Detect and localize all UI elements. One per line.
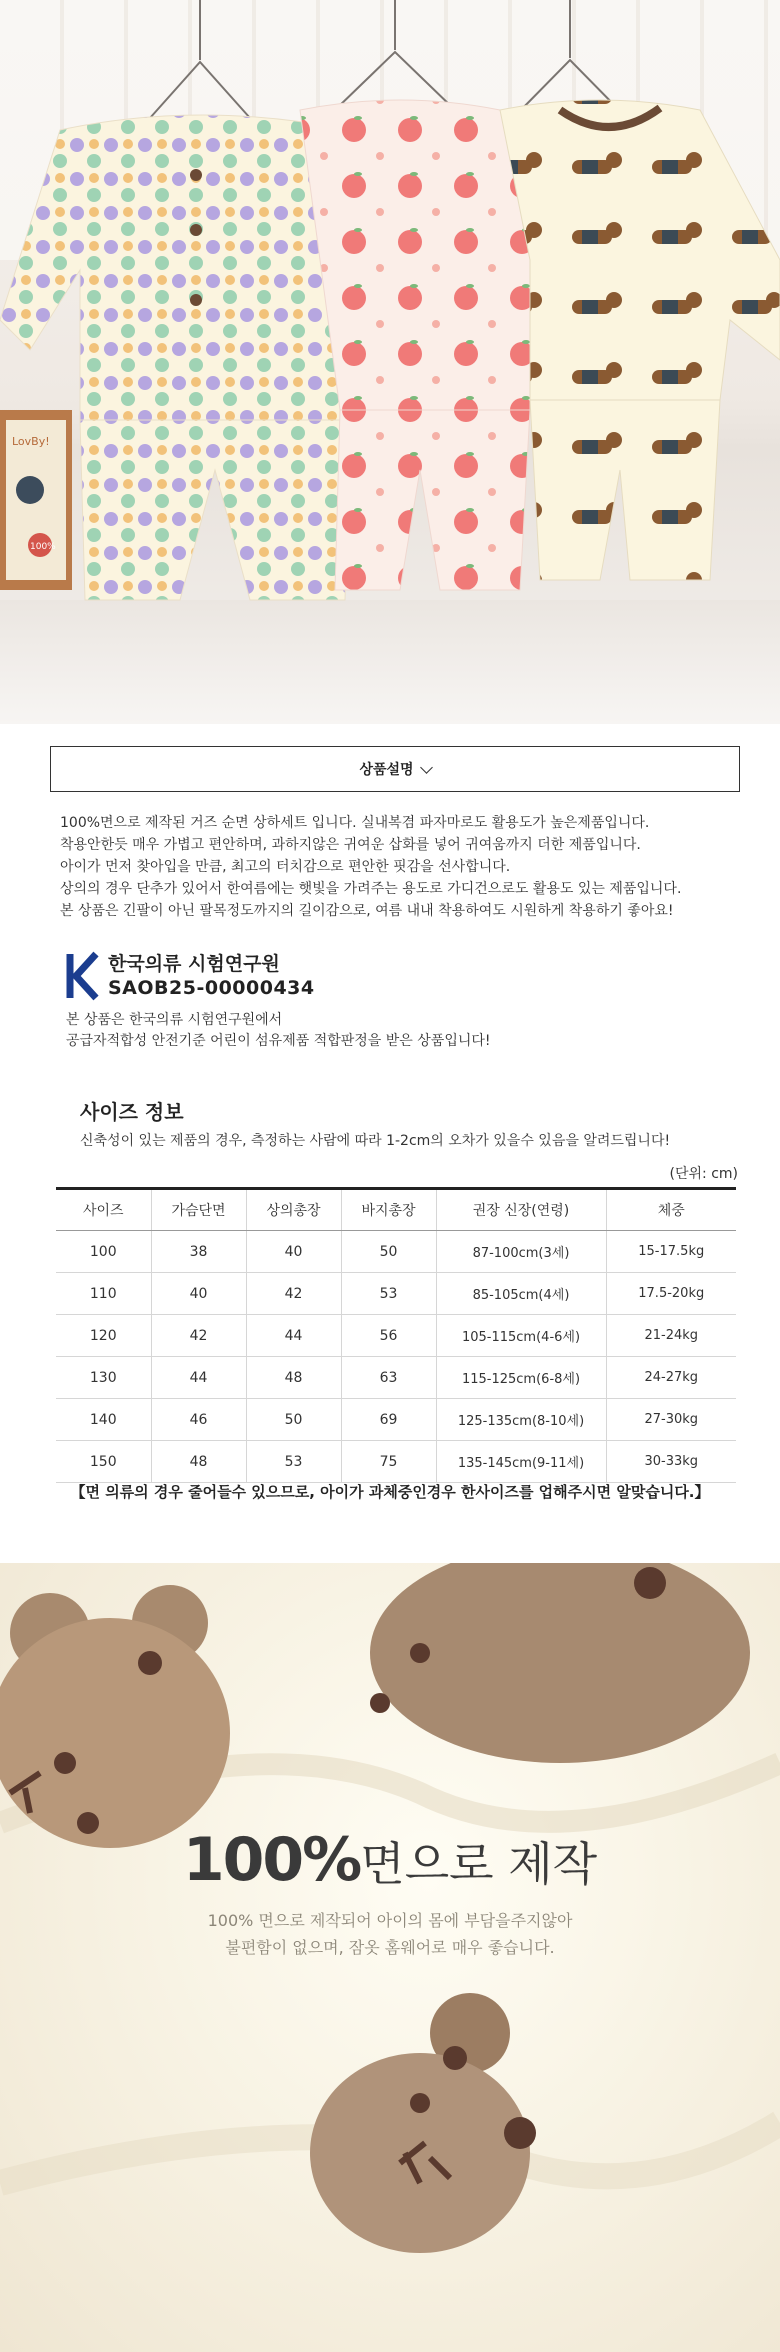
product-hero-image	[0, 0, 780, 724]
table-cell: 17.5-20kg	[606, 1273, 736, 1315]
table-cell: 50	[246, 1399, 341, 1441]
table-row	[56, 1441, 736, 1483]
table-cell: 42	[151, 1315, 246, 1357]
table-cell: 48	[246, 1357, 341, 1399]
size-info-title: 사이즈 정보	[80, 1100, 184, 1124]
kc-institute-name: 한국의류 시험연구원	[108, 953, 280, 975]
bear-face-icon	[370, 1563, 750, 1763]
table-cell: 105-115cm(4-6세)	[436, 1315, 606, 1357]
table-row	[56, 1315, 736, 1357]
description-line: 상의의 경우 단추가 있어서 한여름에는 햇빛을 가려주는 용도로 가디건으로도 활용도 있는 제품입니다.	[60, 881, 682, 897]
kc-note-line: 본 상품은 한국의류 시험연구원에서	[66, 1012, 283, 1028]
table-cell: 24-27kg	[606, 1357, 736, 1399]
table-cell: 100	[56, 1231, 151, 1273]
table-cell: 130	[56, 1357, 151, 1399]
sign-text: LovBy!	[12, 435, 50, 448]
kc-note-line: 공급자적합성 안전기준 어린이 섬유제품 적합판정을 받은 상품입니다!	[66, 1033, 491, 1049]
column-header: 권장 신장(연령)	[436, 1189, 606, 1231]
table-row	[56, 1231, 736, 1273]
table-cell: 53	[341, 1273, 436, 1315]
table-row	[56, 1399, 736, 1441]
table-cell: 30-33kg	[606, 1441, 736, 1483]
column-header: 상의총장	[246, 1189, 341, 1231]
fabric-closeup-image	[0, 1563, 780, 2352]
table-cell: 38	[151, 1231, 246, 1273]
fabric-headline	[0, 1825, 780, 1895]
fabric-subtext-line: 100% 면으로 제작되어 아이의 몸에 부담을주지않아	[207, 1911, 573, 1930]
table-cell: 110	[56, 1273, 151, 1315]
fabric-headline-percent: 100%	[182, 1825, 361, 1895]
table-cell: 44	[151, 1357, 246, 1399]
description-line: 착용안한듯 매우 가볍고 편안하며, 과하지않은 귀여운 삽화를 넣어 귀여움까지 더한 제품입니다.	[60, 837, 641, 853]
table-cell: 42	[246, 1273, 341, 1315]
chevron-down-icon	[420, 761, 433, 774]
table-cell: 56	[341, 1315, 436, 1357]
column-header: 가슴단면	[151, 1189, 246, 1231]
table-cell: 150	[56, 1441, 151, 1483]
table-cell: 40	[151, 1273, 246, 1315]
description-line: 100%면으로 제작된 거즈 순면 상하세트 입니다. 실내복겸 파자마로도 활용도가 높은제품입니다.	[60, 815, 650, 831]
bear-face-icon	[0, 1585, 230, 1848]
table-cell: 27-30kg	[606, 1399, 736, 1441]
table-cell: 21-24kg	[606, 1315, 736, 1357]
table-cell: 75	[341, 1441, 436, 1483]
size-info-note: 신축성이 있는 제품의 경우, 측정하는 사람에 따라 1-2cm의 오차가 있을수 있음을 알려드립니다!	[80, 1133, 671, 1149]
table-row	[56, 1273, 736, 1315]
size-table	[56, 1187, 736, 1483]
description-line: 아이가 먼저 찾아입을 만큼, 최고의 터치감으로 편안한 핏감을 선사합니다.	[60, 859, 511, 875]
peach-pants	[335, 410, 530, 590]
product-description	[60, 812, 740, 922]
table-cell: 44	[246, 1315, 341, 1357]
table-cell: 135-145cm(9-11세)	[436, 1441, 606, 1483]
product-description-toggle[interactable]	[50, 746, 740, 792]
pajama-sets-illustration	[0, 0, 780, 724]
badge-text: 100%	[30, 542, 56, 552]
table-cell: 48	[151, 1441, 246, 1483]
table-cell: 85-105cm(4세)	[436, 1273, 606, 1315]
size-table-header	[56, 1189, 736, 1231]
table-row	[56, 1357, 736, 1399]
table-cell: 50	[341, 1231, 436, 1273]
kc-certificate-code: SAOB25-00000434	[108, 977, 315, 999]
table-cell: 40	[246, 1231, 341, 1273]
table-cell: 125-135cm(8-10세)	[436, 1399, 606, 1441]
dachshund-top	[500, 100, 780, 400]
bear-face-icon	[310, 1993, 536, 2253]
table-cell: 115-125cm(6-8세)	[436, 1357, 606, 1399]
fabric-subtext-line: 불편함이 없으며, 잠옷 홈웨어로 매우 좋습니다.	[225, 1938, 555, 1957]
table-cell: 46	[151, 1399, 246, 1441]
table-cell: 15-17.5kg	[606, 1231, 736, 1273]
description-line: 본 상품은 긴팔이 아닌 팔목정도까지의 길이감으로, 여름 내내 착용하여도 시원하게 착용하기 좋아요!	[60, 903, 674, 919]
column-header: 바지총장	[341, 1189, 436, 1231]
table-cell: 87-100cm(3세)	[436, 1231, 606, 1273]
dachshund-pants	[530, 400, 720, 580]
table-cell: 120	[56, 1315, 151, 1357]
kc-certification	[66, 950, 746, 1052]
table-cell: 63	[341, 1357, 436, 1399]
table-cell: 53	[246, 1441, 341, 1483]
size-unit-label: (단위: cm)	[669, 1166, 738, 1182]
kc-logo-icon	[66, 950, 102, 1002]
table-cell: 140	[56, 1399, 151, 1441]
column-header: 사이즈	[56, 1189, 151, 1231]
table-cell: 69	[341, 1399, 436, 1441]
polka-pants	[80, 420, 350, 600]
toggle-label: 상품설명	[359, 762, 414, 778]
column-header: 체중	[606, 1189, 736, 1231]
fabric-headline-text: 면으로 제작	[360, 1837, 598, 1891]
size-warning: 【면 의류의 경우 줄어들수 있으므로, 아이가 과체중인경우 한사이즈를 업해주시면 알맞습니다.】	[70, 1483, 710, 1501]
